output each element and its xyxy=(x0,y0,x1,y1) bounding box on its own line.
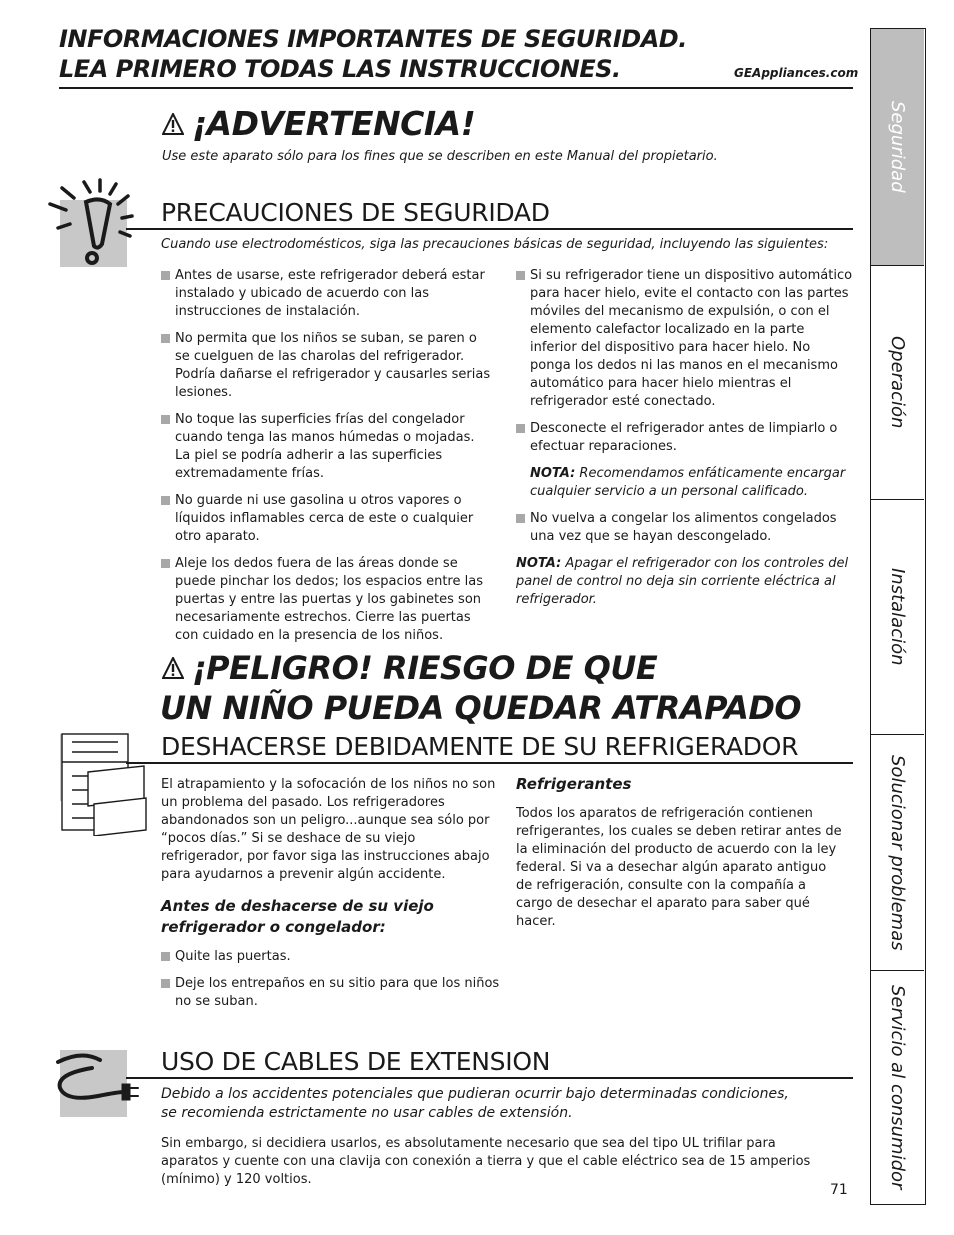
extension-intro-line2: se recomienda estrictamente no usar cables de extensión. xyxy=(161,1105,573,1121)
disposal-intro: El atrapamiento y la sofocación de los niños no son un problema del pasado. Los refrigeradores abandonados son un peligro...aunque sea sólo por “pocos días.” Si se deshace de su viejo refrigerador, por favor siga las instrucciones abajo para ayudarnos a prevenir algún accidente. xyxy=(161,777,496,882)
warning-title xyxy=(162,104,475,144)
note-label: NOTA: xyxy=(516,556,562,571)
warning-triangle-icon xyxy=(162,113,184,135)
bullet-square xyxy=(161,496,170,505)
list-item-text: No permita que los niños se suban, se paren o se cuelguen de las charolas del refrigerador. Podría dañarse el refrigerador y causarles serias lesiones. xyxy=(175,331,491,400)
website-link[interactable]: GEAppliances.com xyxy=(734,66,859,80)
list-item-text: Antes de usarse, este refrigerador deberá estar instalado y ubicado de acuerdo con las instrucciones de instalación. xyxy=(175,268,485,319)
extension-cord-icon xyxy=(52,1052,142,1112)
page-header-title xyxy=(59,24,687,84)
precautions-right-column xyxy=(516,267,854,618)
extension-divider xyxy=(126,1077,853,1079)
precautions-left-column xyxy=(161,267,491,654)
list-item xyxy=(161,555,491,645)
list-item-text: Quite las puertas. xyxy=(175,949,291,964)
warning-subtitle: Use este aparato sólo para los fines que se describen en este Manual del propietario. xyxy=(162,149,718,164)
refrigerants-text: Todos los aparatos de refrigeración contienen refrigerantes, los cuales se deben retirar antes de la eliminación del producto de acuerdo con la ley federal. Si va a desechar algún aparato antiguo de refrigeración, consulte con la compañía a cargo de desechar el aparato para saber qué hacer. xyxy=(516,806,842,929)
bullet-square xyxy=(161,952,170,961)
danger-title-line1: ¡PELIGRO! RIESGO DE QUE xyxy=(192,649,658,687)
section-tabs-sidebar xyxy=(870,28,926,1205)
disposal-heading: DESHACERSE DEBIDAMENTE DE SU REFRIGERADOR xyxy=(161,732,799,761)
bullet-square xyxy=(161,334,170,343)
refrigerator-icon xyxy=(58,732,148,836)
header-divider xyxy=(59,87,853,89)
list-item xyxy=(161,411,491,483)
extension-intro xyxy=(161,1085,789,1123)
list-item xyxy=(516,267,854,411)
tab-label: Operación xyxy=(887,336,908,429)
list-item xyxy=(161,330,491,402)
list-item xyxy=(161,975,501,1011)
service-note xyxy=(516,465,854,501)
warning-title-text: ¡ADVERTENCIA! xyxy=(192,104,476,143)
tab-instalacion[interactable] xyxy=(871,500,924,735)
bullet-square xyxy=(161,559,170,568)
tab-label: Solucionar problemas xyxy=(887,754,908,951)
list-item-text: No guarde ni use gasolina u otros vapores o líquidos inflamables cerca de este o cualquier otro aparato. xyxy=(175,493,474,544)
bullet-square xyxy=(516,424,525,433)
note-text: Recomendamos enfáticamente encargar cualquier servicio a un personal calificado. xyxy=(530,466,846,499)
list-item xyxy=(516,510,854,546)
bullet-square xyxy=(516,514,525,523)
tab-solucionar-problemas[interactable] xyxy=(871,735,924,971)
bullet-square xyxy=(161,979,170,988)
disposal-subhead: Antes de deshacerse de su viejo refrigerador o congelador: xyxy=(161,897,434,936)
list-item xyxy=(516,420,854,456)
list-item xyxy=(161,492,491,546)
exclamation-burst-icon xyxy=(44,176,144,276)
tab-label: Instalación xyxy=(887,568,908,666)
precautions-divider xyxy=(126,228,853,230)
tab-seguridad[interactable] xyxy=(871,29,924,266)
list-item-text: Desconecte el refrigerador antes de limpiarlo o efectuar reparaciones. xyxy=(530,421,838,454)
warning-triangle-icon xyxy=(162,657,184,679)
disposal-right-column xyxy=(516,774,846,940)
note-text: Apagar el refrigerador con los controles del panel de control no deja sin corriente eléctrica al refrigerador. xyxy=(516,556,849,607)
danger-title xyxy=(162,648,657,688)
tab-label: Servicio al consumidor xyxy=(887,984,908,1190)
extension-body: Sin embargo, si decidiera usarlos, es absolutamente necesario que sea del tipo UL trifilar para aparatos y cuente con una clavija con conexión a tierra y que el cable eléctrico sea de 15 amperios (mínimo) y 120 voltios. xyxy=(161,1136,811,1187)
list-item-text: Aleje los dedos fuera de las áreas donde se puede pinchar los dedos; los espacios entre las puertas y entre las puertas y los gabinetes son necesariamente estrechos. Cierre las puertas con cuidado en la presencia de los niños. xyxy=(175,556,483,643)
extension-heading: USO DE CABLES DE EXTENSION xyxy=(161,1047,551,1076)
list-item xyxy=(161,267,491,321)
list-item-text: Deje los entrepaños en su sitio para que los niños no se suban. xyxy=(175,976,500,1009)
danger-title-line2: UN NIÑO PUEDA QUEDAR ATRAPADO xyxy=(160,689,802,727)
tab-label: Seguridad xyxy=(887,101,908,193)
bullet-square xyxy=(516,271,525,280)
list-item-text: No vuelva a congelar los alimentos congelados una vez que se hayan descongelado. xyxy=(530,511,837,544)
power-note xyxy=(516,555,854,609)
tab-operacion[interactable] xyxy=(871,266,924,500)
bullet-square xyxy=(161,271,170,280)
tab-servicio-al-consumidor[interactable] xyxy=(871,971,924,1203)
precautions-heading: PRECAUCIONES DE SEGURIDAD xyxy=(161,198,550,227)
header-title-line1: INFORMACIONES IMPORTANTES DE SEGURIDAD. xyxy=(59,25,687,53)
note-label: NOTA: xyxy=(530,466,576,481)
precautions-intro: Cuando use electrodomésticos, siga las precauciones básicas de seguridad, incluyendo las siguientes: xyxy=(161,237,829,252)
bullet-square xyxy=(161,415,170,424)
extension-intro-line1: Debido a los accidentes potenciales que pudieran ocurrir bajo determinadas condiciones, xyxy=(161,1086,789,1102)
danger-title-line2-wrap xyxy=(160,688,801,728)
list-item-text: Si su refrigerador tiene un dispositivo automático para hacer hielo, evite el contacto con las partes móviles del mecanismo de expulsión, o con el elemento calefactor localizado en la parte inferior del dispositivo para hacer hielo. No ponga los dedos ni las manos en el mecanismo automático para hacer hielo mientras el refrigerador esté conectado. xyxy=(530,268,853,409)
disposal-left-column xyxy=(161,776,501,1020)
list-item xyxy=(161,948,501,966)
refrigerants-heading: Refrigerantes xyxy=(516,775,632,793)
disposal-divider xyxy=(126,762,853,764)
list-item-text: No toque las superficies frías del congelador cuando tenga las manos húmedas o mojadas. La piel se podría adherir a las superficies extremadamente frías. xyxy=(175,412,475,481)
page-number: 71 xyxy=(830,1182,848,1198)
header-title-line2: LEA PRIMERO TODAS LAS INSTRUCCIONES. xyxy=(59,55,621,83)
